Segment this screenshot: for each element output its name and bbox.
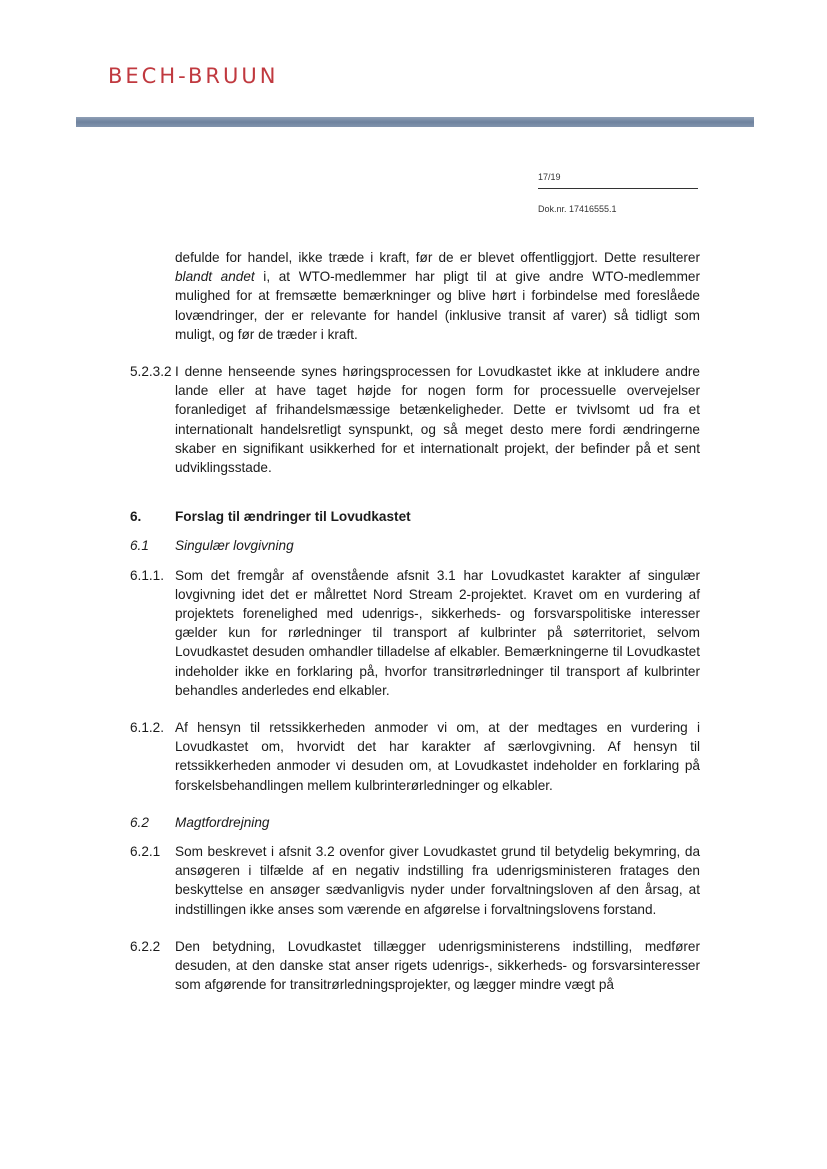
paragraph-6-1-2 [130,718,700,795]
paragraph-text: I denne henseende synes høringsprocessen for Lovudkastet ikke at inkludere andre lande eller at have taget højde for nogen form for processuelle overvejelser foranlediget af frihandelsmæssige betænkeligheder. Dette er tvivlsomt ud fra et internationalt handelsretligt synspunkt, og så meget desto mere fordi ændringerne skaber en signifikant usikkerhed for et internationalt projekt, der befinder på et sent udviklingsstade. [175,364,700,476]
doc-number: Dok.nr. 17416555.1 [538,204,617,214]
paragraph-5-2-3-2 [130,362,700,477]
company-logo: BECH-BRUUN [108,64,279,88]
document-body [130,248,700,995]
paragraph-number: 6.2.1 [130,844,161,860]
paragraph-number: 6.1.1. [130,567,165,583]
section-number: 6. [130,509,142,525]
page-number: 17/19 [538,172,561,182]
paragraph-continued: defulde for handel, ikke træde i kraft, før de er blevet offentliggjort. Dette resulterer blandt andet i, at WTO-medlemmer har pligt til at give andre WTO-medlemmer mulighed for at fremsætte bemærkninger og blive hørt i forbindelse med foreslåede lovændringer, der er relevante for handel (inklusive transit af varer) så tidligt som muligt, og før de træder i kraft. [175,250,700,342]
header-band [76,117,754,127]
subsection-number: 6.1 [130,538,149,554]
paragraph-number: 6.1.2. [130,720,165,736]
subsection-title: Singulær lovgivning [175,538,294,554]
subsection-heading-6-1 [130,536,700,555]
paragraph-text: Den betydning, Lovudkastet tillægger udenrigsministerens indstilling, medfører desuden, at den danske stat anser rigets udenrigs-, sikkerheds- og forsvarsinteresser som afgørende for transitrørledningsprojekter, og lægger mindre vægt på [175,938,700,993]
paragraph-text: Som beskrevet i afsnit 3.2 ovenfor giver Lovudkastet grund til betydelig bekymring, da ansøgeren i tilfælde af en negativ indstilling fra udenrigsministeren fratages den beskyttelse en ansøger sædvanligvis nyder under forvaltningsloven af den årsag, at indstillingen ikke anses som værende en afgørelse i forvaltningslovens forstand. [175,844,700,917]
paragraph-number: 6.2.2 [130,938,161,954]
subsection-heading-6-2 [130,813,700,832]
paragraph-text: Af hensyn til retssikkerheden anmoder vi om, at der medtages en vurdering i Lovudkastet om, hvorvidt det har karakter af særlovgivning. Af hensyn til retssikkerheden anmoder vi desuden om, at Lovudkastet indeholder en forklaring på forskelsbehandlingen mellem kulbrinterørledninger og elkabler. [175,720,700,793]
paragraph-6-2-1 [130,842,700,919]
paragraph-6-1-1 [130,566,700,700]
page-number-rule [538,188,698,189]
paragraph-number: 5.2.3.2 [130,364,172,380]
subsection-title: Magtfordrejning [175,814,270,830]
section-heading-6 [130,507,700,526]
subsection-number: 6.2 [130,814,149,830]
paragraph-6-2-2 [130,937,700,995]
paragraph-text: Som det fremgår af ovenstående afsnit 3.1 har Lovudkastet karakter af singulær lovgivning idet det er målrettet Nord Stream 2-projektet. Kravet om en vurdering af projektets forenelighed med udenrigs-, sikkerheds- og forsvarspolitiske interesser gælder kun for rørledninger til transport af kulbrinter på søterritoriet, selvom Lovudkastet desuden omhandler tilladelse af elkabler. Bemærkningerne til Lovudkastet indeholder ikke en forklaring på, hvorfor transitrørledninger til transport af kulbrinter behandles anderledes end elkabler. [175,567,700,698]
section-title: Forslag til ændringer til Lovudkastet [175,509,411,525]
